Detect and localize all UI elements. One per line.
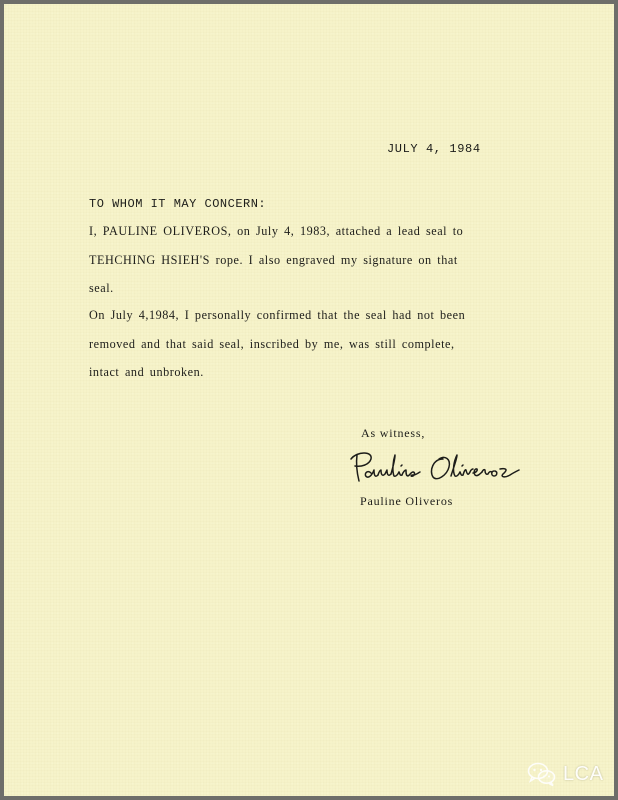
watermark xyxy=(527,761,603,787)
body-line: seal. xyxy=(89,281,114,295)
closing-text: As witness, xyxy=(361,426,426,440)
body-line: removed and that said seal, inscribed by me, was still complete, xyxy=(89,337,455,351)
body-line: TEHCHING HSIEH'S rope. I also engraved my signature on that xyxy=(89,253,458,267)
letter-date: JULY 4, 1984 xyxy=(387,142,481,156)
body-line: On July 4,1984, I personally confirmed that the seal had not been xyxy=(89,308,466,322)
printed-name: Pauline Oliveros xyxy=(360,494,454,508)
salutation: TO WHOM IT MAY CONCERN: xyxy=(89,197,267,211)
watermark-label: LCA xyxy=(563,762,604,785)
body-line: I, PAULINE OLIVEROS, on July 4, 1983, attached a lead seal to xyxy=(89,224,464,238)
body-line: intact and unbroken. xyxy=(89,365,204,379)
handwritten-signature xyxy=(347,447,532,491)
wechat-icon xyxy=(527,761,557,787)
